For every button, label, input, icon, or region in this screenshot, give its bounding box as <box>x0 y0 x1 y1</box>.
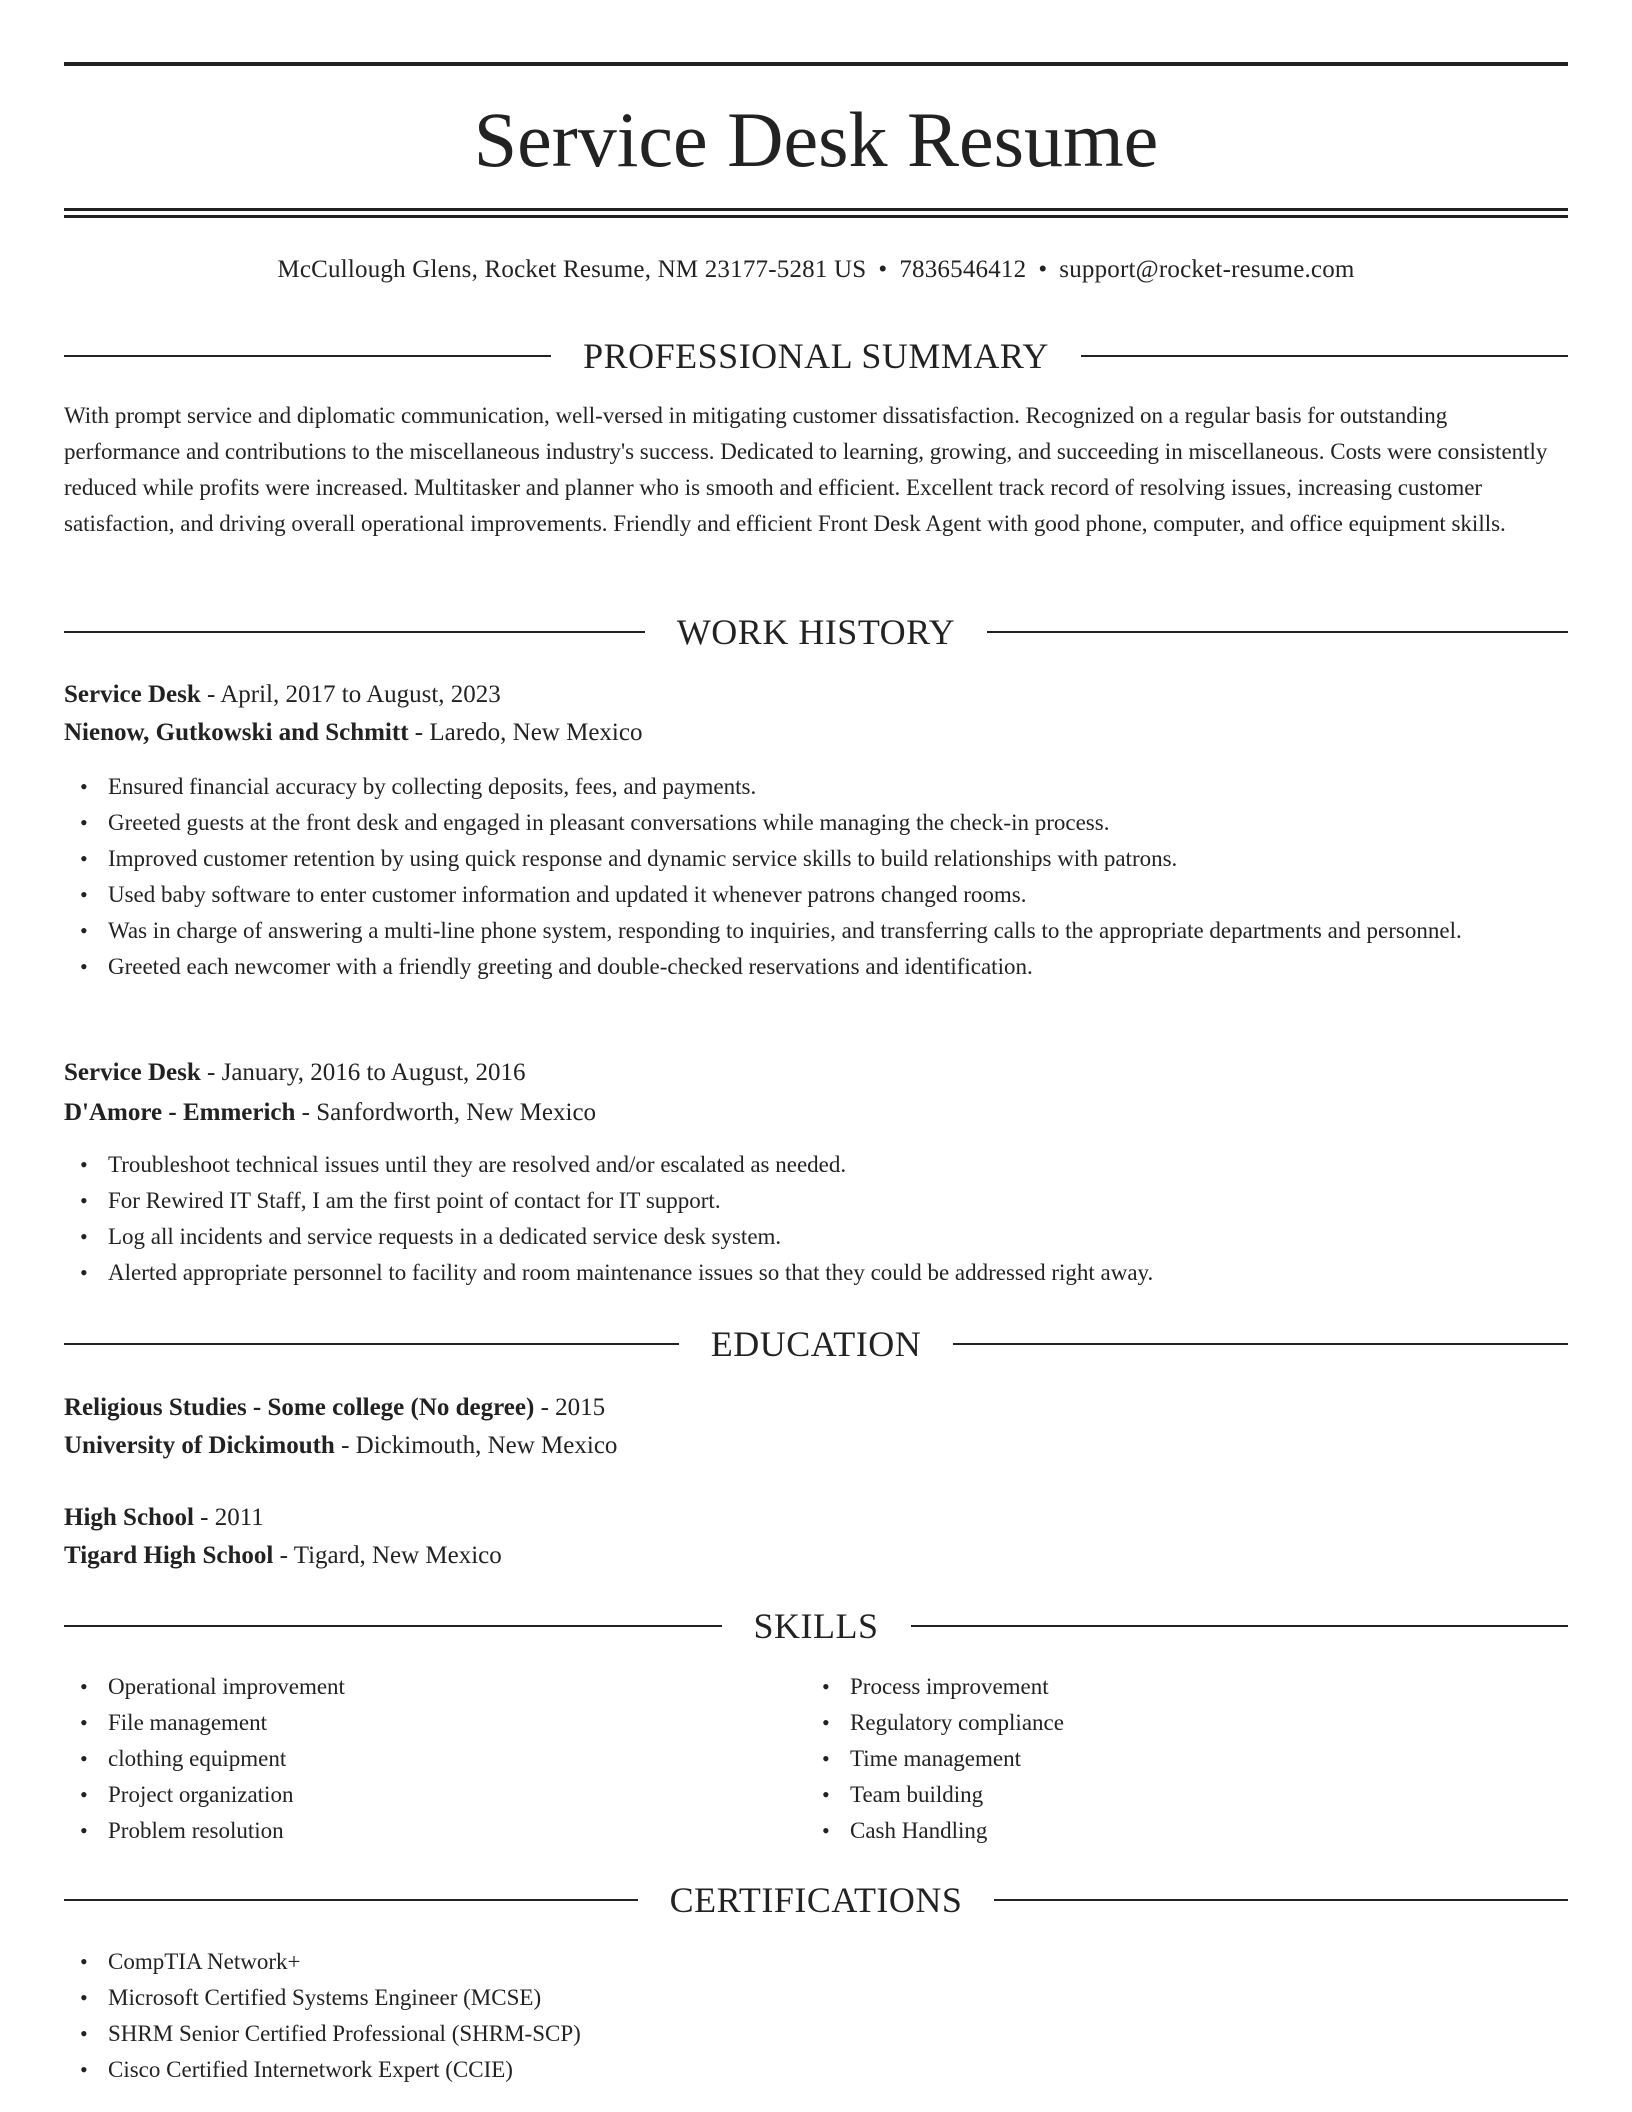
heading-rule <box>994 1899 1568 1901</box>
list-item: • Greeted each newcomer with a friendly greeting and double-checked reservations and identification. <box>108 949 1558 985</box>
job-company-line <box>64 1095 1568 1131</box>
education-degree-line <box>64 1390 1568 1426</box>
job-dates: - April, 2017 to August, 2023 <box>200 681 501 708</box>
certification-item: • Cisco Certified Internetwork Expert (CCIE) <box>108 2052 1558 2088</box>
education-year: - 2011 <box>193 1504 264 1531</box>
skill-item: • Team building <box>850 1777 1632 1813</box>
section-heading-skills <box>64 1604 1568 1648</box>
list-item: • Improved customer retention by using quick response and dynamic service skills to build relationships with patrons. <box>108 841 1558 877</box>
contact-separator: • <box>1038 256 1048 283</box>
list-item: • For Rewired IT Staff, I am the first point of contact for IT support. <box>108 1183 1558 1219</box>
education-year: - 2015 <box>534 1394 606 1421</box>
heading-rule <box>911 1625 1569 1627</box>
skill-item: • Time management <box>850 1741 1632 1777</box>
job-dates: - January, 2016 to August, 2016 <box>200 1059 526 1086</box>
section-title: SKILLS <box>753 1606 879 1646</box>
heading-rule <box>1081 355 1568 357</box>
list-item: • Alerted appropriate personnel to facility and room maintenance issues so that they could be addressed right away. <box>108 1255 1558 1291</box>
job-company-line <box>64 715 1568 751</box>
certification-item: • Microsoft Certified Systems Engineer (MCSE) <box>108 1980 1558 2016</box>
job-title-line <box>64 1055 1568 1091</box>
section-heading-education <box>64 1322 1568 1366</box>
job-company: Nienow, Gutkowski and Schmitt <box>64 719 409 746</box>
section-title: WORK HISTORY <box>676 612 956 652</box>
list-item: • Log all incidents and service requests in a dedicated service desk system. <box>108 1219 1558 1255</box>
section-heading-certifications <box>64 1878 1568 1922</box>
education-location: - Dickimouth, New Mexico <box>334 1432 618 1459</box>
list-item: • Ensured financial accuracy by collecting deposits, fees, and payments. <box>108 769 1558 805</box>
job-location: - Laredo, New Mexico <box>408 719 643 746</box>
heading-rule <box>64 355 551 357</box>
contact-address: McCullough Glens, Rocket Resume, NM 23177-5281 US <box>277 256 867 283</box>
list-item: • Used baby software to enter customer information and updated it whenever patrons changed rooms. <box>108 877 1558 913</box>
job-title: Service Desk <box>64 681 201 708</box>
education-degree: Religious Studies - Some college (No degree) <box>64 1394 535 1421</box>
education-degree: High School <box>64 1504 194 1531</box>
section-heading-work-history <box>64 610 1568 654</box>
education-school-line <box>64 1428 1568 1464</box>
resume-title: Service Desk Resume <box>473 96 1159 183</box>
list-item: • Was in charge of answering a multi-line phone system, responding to inquiries, and transferring calls to the appropriate departments and personnel. <box>108 913 1558 949</box>
section-title: CERTIFICATIONS <box>669 1880 963 1920</box>
heading-rule <box>64 1625 722 1627</box>
heading-rule <box>64 1899 638 1901</box>
job-company: D'Amore - Emmerich <box>64 1099 296 1126</box>
job-bullets <box>64 1147 1558 1291</box>
job-title-line <box>64 677 1568 713</box>
skill-item: • Project organization <box>108 1777 1558 1813</box>
heading-rule <box>987 631 1568 633</box>
contact-email: support@rocket-resume.com <box>1059 256 1355 283</box>
certification-item: • CompTIA Network+ <box>108 1944 1558 1980</box>
skill-item: • Process improvement <box>850 1669 1632 1705</box>
job-title: Service Desk <box>64 1059 201 1086</box>
skills-list-right <box>806 1669 1632 1849</box>
education-school: Tigard High School <box>64 1542 274 1569</box>
heading-rule <box>953 1343 1568 1345</box>
certification-item: • SHRM Senior Certified Professional (SHRM-SCP) <box>108 2016 1558 2052</box>
skill-item: • File management <box>108 1705 1558 1741</box>
job-location: - Sanfordworth, New Mexico <box>295 1099 597 1126</box>
education-school: University of Dickimouth <box>64 1432 335 1459</box>
skill-item: • Operational improvement <box>108 1669 1558 1705</box>
contact-phone: 7836546412 <box>899 256 1027 283</box>
list-item: • Greeted guests at the front desk and engaged in pleasant conversations while managing the check-in process. <box>108 805 1558 841</box>
skill-item: • Problem resolution <box>108 1813 1558 1849</box>
contact-separator: • <box>878 256 888 283</box>
skill-item: • clothing equipment <box>108 1741 1558 1777</box>
contact-line <box>64 252 1568 288</box>
title-rule-lower <box>64 215 1568 218</box>
certifications-list <box>64 1944 1558 2088</box>
title-rule-upper <box>64 208 1568 211</box>
education-school-line <box>64 1538 1568 1574</box>
job-bullets <box>64 769 1558 985</box>
list-item: • Troubleshoot technical issues until they are resolved and/or escalated as needed. <box>108 1147 1558 1183</box>
section-title: PROFESSIONAL SUMMARY <box>583 336 1049 376</box>
heading-rule <box>64 1343 679 1345</box>
education-degree-line <box>64 1500 1568 1536</box>
section-title: EDUCATION <box>710 1324 922 1364</box>
skill-item: • Regulatory compliance <box>850 1705 1632 1741</box>
summary-text: With prompt service and diplomatic communication, well-versed in mitigating customer dissatisfaction. Recognized on a regular basis for outstanding performance and contributions to the miscellaneous industry's success. Dedicated to learning, growing, and succeeding in miscellaneous. Costs were consistently reduced while profits were increased. Multitasker and planner who is smooth and efficient. Excellent track record of resolving issues, increasing customer satisfaction, and driving overall operational improvements. Friendly and efficient Front Desk Agent with good phone, computer, and office equipment skills. <box>64 403 1548 536</box>
top-rule <box>64 62 1568 66</box>
heading-rule <box>64 631 645 633</box>
section-heading-summary <box>64 334 1568 378</box>
education-location: - Tigard, New Mexico <box>273 1542 502 1569</box>
skill-item: • Cash Handling <box>850 1813 1632 1849</box>
